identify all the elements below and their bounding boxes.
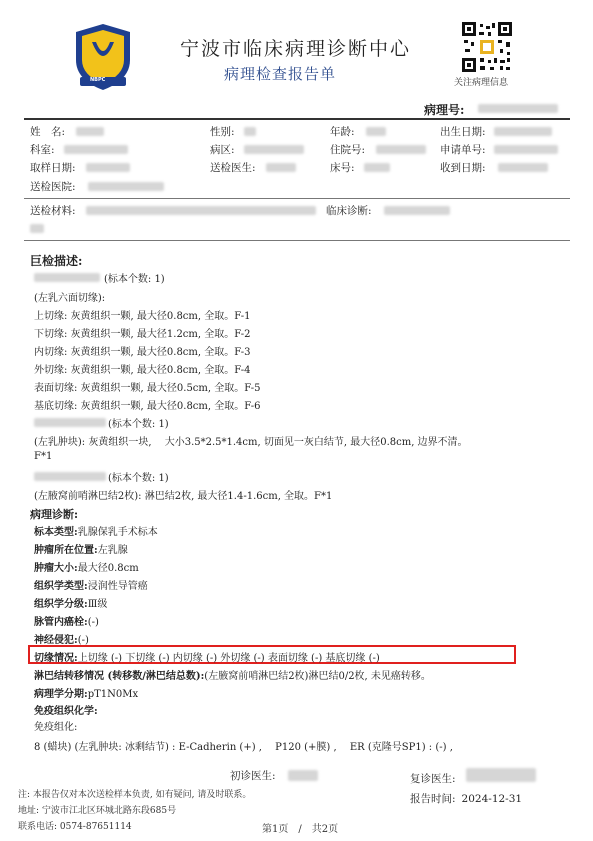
diagnosis-item-value: (左腋窝前哨淋巴结2枚)淋巴结0/2枚, 未见癌转移。 (204, 671, 431, 682)
department-redacted (64, 145, 128, 154)
sample-date-label: 取样日期: (30, 162, 76, 174)
name-label: 姓 名: (30, 126, 66, 138)
gross-line: 上切缘: 灰黄组织一颗, 最大径0.8cm, 全取。F-1 (34, 311, 251, 322)
diagnosis-item (34, 595, 107, 610)
gross-line: 外切缘: 灰黄组织一颗, 最大径0.8cm, 全取。F-4 (34, 365, 251, 376)
material-label: 送检材料: (30, 205, 76, 217)
received-date-redacted (498, 163, 548, 172)
review-doctor-signature-redacted (466, 768, 536, 782)
clinical-diagnosis-redacted (384, 206, 450, 215)
footer-note: 注: 本报告仅对本次送检样本负责, 如有疑问, 请及时联系。 (18, 790, 252, 800)
diagnosis-item-value: 乳腺保乳手术标本 (77, 527, 158, 538)
margin-status-item (34, 649, 380, 664)
diagnosis-item-value: 浸润性导管癌 (87, 581, 148, 592)
diagnosis-title: 病理诊断: (30, 508, 79, 521)
diagnosis-item-label: 标本类型: (34, 527, 78, 538)
sender-doctor-redacted (266, 163, 296, 172)
pathology-number-label: 病理号: (424, 103, 465, 117)
clinical-diagnosis-label: 临床诊断: (326, 205, 372, 217)
report-title: 病理检查报告单 (224, 65, 337, 83)
gross-line: 基底切缘: 灰黄组织一颗, 最大径0.8cm, 全取。F-6 (34, 401, 261, 412)
diagnosis-item-value: 最大径0.8cm (77, 563, 139, 574)
diagnosis-item-label: 切缘情况: (34, 653, 78, 664)
diagnosis-item (34, 613, 99, 628)
diagnosis-item-label: 神经侵犯: (34, 635, 78, 646)
report-time (410, 791, 522, 806)
divider-top (24, 118, 570, 120)
ihc-line: 8 (蜡块) (左乳肿块: 冰剩结节) : E-Cadherin (+) , P120 (+膜) , ER (克隆号SP1) : (-) , (34, 742, 453, 753)
divider-material (24, 240, 570, 241)
specimen-redacted-3 (34, 472, 106, 481)
bed-number-redacted (364, 163, 390, 172)
specimen-redacted-2 (34, 418, 106, 427)
logo-text: NBPC (90, 77, 106, 83)
diagnosis-item-label: 肿瘤大小: (34, 563, 78, 574)
diagnosis-item (34, 541, 128, 556)
sending-hospital-label: 送检医院: (30, 181, 76, 193)
diagnosis-item (34, 667, 431, 682)
diagnosis-item (34, 685, 138, 700)
gross-line: 内切缘: 灰黄组织一颗, 最大径0.8cm, 全取。F-3 (34, 347, 251, 358)
diagnosis-item-label: 免疫组织化学: (34, 706, 98, 717)
hospital-name: 宁波市临床病理诊断中心 (180, 38, 412, 60)
diagnosis-item (34, 631, 89, 646)
footer-address: 地址: 宁波市江北区环城北路东段685号 (18, 806, 177, 816)
inpatient-number-label: 住院号: (330, 144, 366, 156)
gender-redacted (244, 127, 256, 136)
gross-line: (标本个数: 1) (108, 419, 169, 430)
diagnosis-item-label: 肿瘤所在位置: (34, 545, 98, 556)
diagnosis-item-label: 淋巴结转移情况 (转移数/淋巴结总数): (34, 671, 205, 682)
diagnosis-item (34, 702, 98, 717)
gender-label: 性别: (210, 126, 235, 138)
divider-info (24, 198, 570, 199)
gross-line: (标本个数: 1) (104, 274, 165, 285)
gross-line: (标本个数: 1) (108, 473, 169, 484)
diagnosis-item-label: 脉管内癌栓: (34, 617, 88, 628)
diagnosis-item-label: 病理学分期: (34, 689, 88, 700)
diagnosis-item-value: 左乳腺 (97, 545, 128, 556)
request-number-redacted (494, 145, 558, 154)
birth-date-label: 出生日期: (440, 126, 486, 138)
diagnosis-item-label: 组织学类型: (34, 581, 88, 592)
gross-title: 巨检描述: (30, 254, 83, 268)
diagnosis-item-value: 上切缘 (-) 下切缘 (-) 内切缘 (-) 外切缘 (-) 表面切缘 (-) 基底切缘 (-) (77, 653, 380, 664)
inpatient-number-redacted (376, 145, 426, 154)
sending-hospital-redacted (88, 182, 164, 191)
gross-line: (左乳六面切缘): (34, 293, 106, 304)
gross-line: (左腋窝前哨淋巴结2枚): 淋巴结2枚, 最大径1.4-1.6cm, 全取。F*1 (34, 491, 333, 502)
pathology-number-redacted (478, 104, 558, 113)
ward-label: 病区: (210, 144, 235, 156)
page-number: 第1页 / 共2页 (262, 824, 339, 835)
gross-line: 表面切缘: 灰黄组织一颗, 最大径0.5cm, 全取。F-5 (34, 383, 261, 394)
specimen-redacted-1 (34, 273, 100, 282)
qr-caption: 关注病理信息 (454, 78, 509, 88)
diagnosis-item-value: (-) (87, 617, 99, 628)
initial-doctor-label: 初诊医生: (230, 770, 276, 782)
gross-line: (左乳肿块): 灰黄组织一块, 大小3.5*2.5*1.4cm, 切面见一灰白结节, 最大径0.8cm, 边界不清。 (34, 437, 468, 448)
gross-line: F*1 (34, 451, 53, 462)
report-time-label: 报告时间: (410, 793, 456, 805)
diagnosis-item-value: (-) (77, 635, 89, 646)
diagnosis-item-value: pT1N0Mx (87, 689, 139, 700)
age-label: 年龄: (330, 126, 355, 138)
material-redacted-2 (30, 224, 44, 233)
report-time-value: 2024-12-31 (461, 793, 523, 805)
age-redacted (366, 127, 386, 136)
birth-date-redacted (494, 127, 552, 136)
sender-doctor-label: 送检医生: (210, 162, 256, 174)
department-label: 科室: (30, 144, 55, 156)
qr-code[interactable] (462, 22, 512, 72)
diagnosis-item (34, 523, 158, 538)
name-redacted (76, 127, 104, 136)
diagnosis-item-value: Ⅲ级 (87, 599, 108, 610)
initial-doctor-signature-redacted (288, 770, 318, 781)
diagnosis-item (34, 577, 148, 592)
diagnosis-item (34, 559, 139, 574)
material-redacted-1 (86, 206, 316, 215)
received-date-label: 收到日期: (440, 162, 486, 174)
ihc-label: 免疫组化: (34, 722, 78, 733)
bed-number-label: 床号: (330, 162, 355, 174)
footer-phone: 联系电话: 0574-87651114 (18, 822, 132, 832)
review-doctor-label: 复诊医生: (410, 773, 456, 785)
request-number-label: 申请单号: (440, 144, 486, 156)
sample-date-redacted (86, 163, 130, 172)
diagnosis-item-label: 组织学分级: (34, 599, 88, 610)
gross-line: 下切缘: 灰黄组织一颗, 最大径1.2cm, 全取。F-2 (34, 329, 251, 340)
ward-redacted (244, 145, 304, 154)
